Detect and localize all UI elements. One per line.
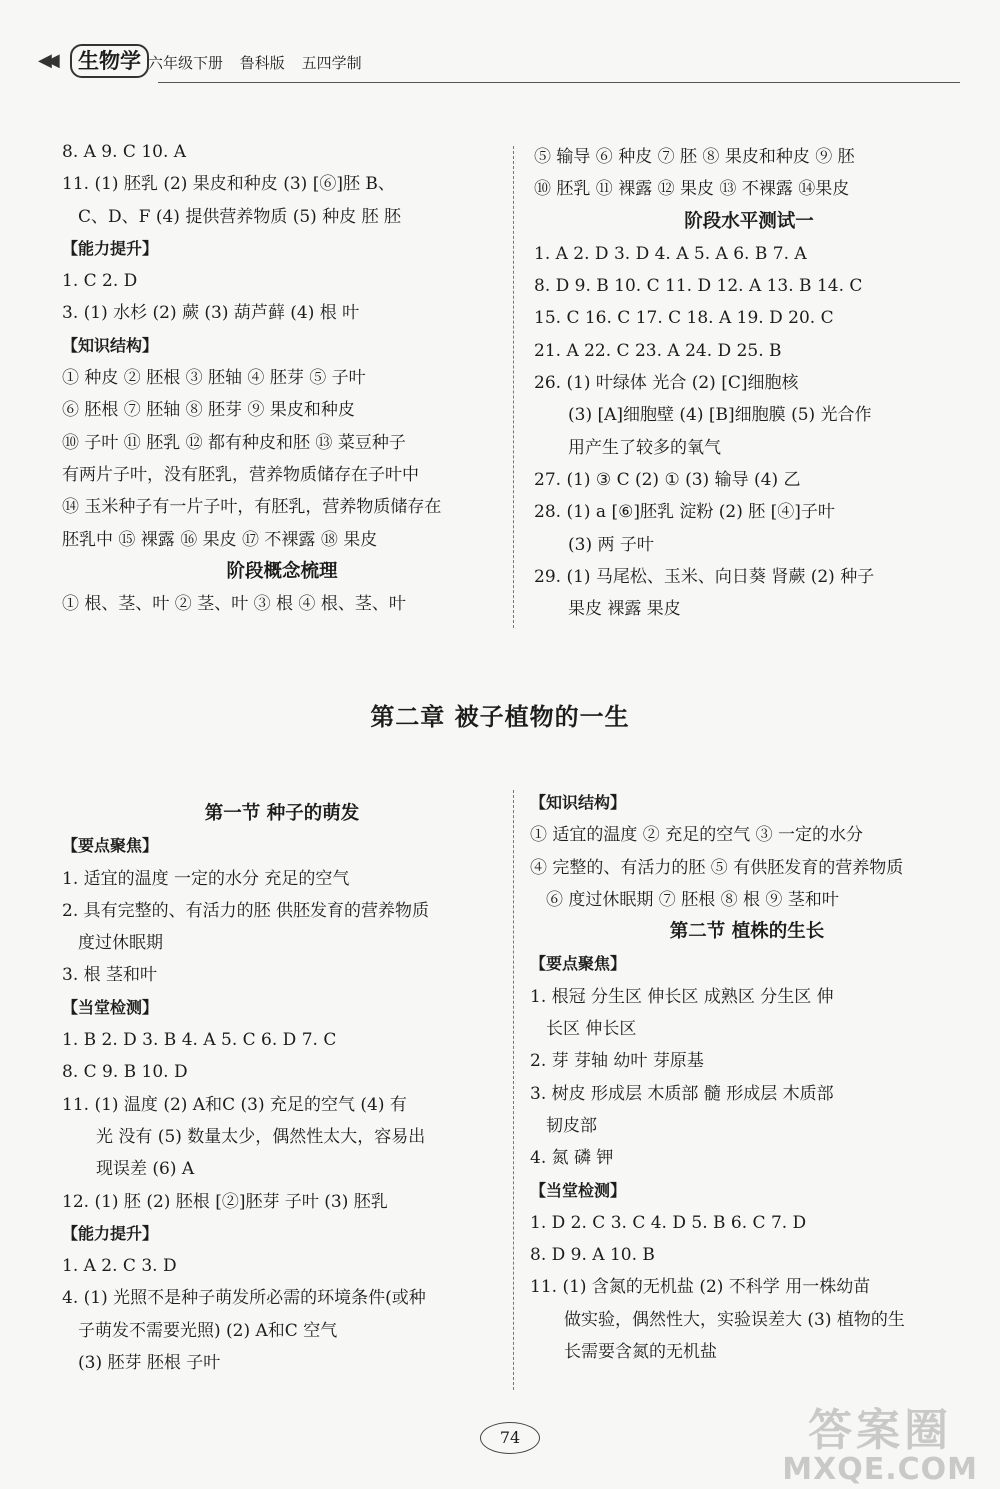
answer-line: 3. 树皮 形成层 木质部 髓 形成层 木质部: [530, 1083, 834, 1104]
column-divider-top: [513, 146, 514, 628]
answer-line: 8. D 9. B 10. C 11. D 12. A 13. B 14. C: [534, 276, 863, 297]
header-rule: [158, 82, 960, 83]
answer-line: 1. B 2. D 3. B 4. A 5. C 6. D 7. C: [62, 1030, 337, 1051]
system-label: 五四学制: [301, 54, 362, 72]
answer-line: 27. (1) ③ C (2) ① (3) 输导 (4) 乙: [534, 469, 801, 490]
double-arrow-icon: ◀◀: [38, 50, 54, 71]
answer-line: 长区 伸长区: [546, 1019, 637, 1040]
answer-line: 1. C 2. D: [62, 271, 138, 292]
top-right-column: [534, 141, 964, 625]
answer-line: 做实验，偶然性大，实验误差大 (3) 植物的生: [564, 1309, 905, 1330]
answer-line: 有两片子叶，没有胚乳，营养物质储存在子叶中: [62, 464, 419, 485]
answer-line: 15. C 16. C 17. C 18. A 19. D 20. C: [534, 308, 834, 329]
answer-line: 21. A 22. C 23. A 24. D 25. B: [534, 340, 782, 361]
section-heading: 第二节 植株的生长: [669, 921, 825, 943]
answer-line: (3) 胚芽 胚根 子叶: [78, 1353, 221, 1374]
answer-line: 胚乳中 ⑮ 裸露 ⑯ 果皮 ⑰ 不裸露 ⑱ 果皮: [62, 529, 378, 550]
answer-line: 4. 氮 磷 钾: [530, 1148, 614, 1169]
answer-line: 8. C 9. B 10. D: [62, 1062, 188, 1083]
answer-line: 28. (1) a [⑥]胚乳 淀粉 (2) 胚 [④]子叶: [534, 502, 835, 523]
section-tag: 【当堂检测】: [62, 997, 159, 1017]
book-info: [148, 52, 374, 73]
edition-label: 鲁科版: [239, 54, 285, 72]
answer-line: 现误差 (6) A: [96, 1159, 195, 1180]
answer-line: 长需要含氮的无机盐: [564, 1342, 717, 1363]
section-tag: 【要点聚焦】: [530, 954, 627, 974]
answer-line: 29. (1) 马尾松、玉米、向日葵 肾蕨 (2) 种子: [534, 566, 875, 587]
answer-line: 1. A 2. C 3. D: [62, 1256, 177, 1277]
section-heading: 阶段水平测试一: [684, 210, 814, 232]
answer-line: ⑥ 胚根 ⑦ 胚轴 ⑧ 胚芽 ⑨ 果皮和种皮: [62, 400, 355, 421]
answer-line: (3) [A]细胞壁 (4) [B]细胞膜 (5) 光合作: [568, 405, 872, 426]
section-tag: 【当堂检测】: [530, 1180, 627, 1200]
answer-line: ① 种皮 ② 胚根 ③ 胚轴 ④ 胚芽 ⑤ 子叶: [62, 368, 366, 389]
answer-line: 2. 芽 芽轴 幼叶 芽原基: [530, 1051, 704, 1072]
answer-line: 4. (1) 光照不是种子萌发所必需的环境条件(或种: [62, 1288, 426, 1309]
answer-line: 度过休眠期: [78, 933, 163, 954]
answer-line: 1. D 2. C 3. C 4. D 5. B 6. C 7. D: [530, 1212, 807, 1233]
answer-line: ⑩ 胚乳 ⑪ 裸露 ⑫ 果皮 ⑬ 不裸露 ⑭果皮: [534, 179, 850, 200]
bottom-left-column: [62, 798, 502, 1379]
chapter-title: 第二章 被子植物的一生: [370, 703, 630, 731]
section-tag: 【要点聚焦】: [62, 836, 159, 856]
page-number: 74: [480, 1422, 540, 1454]
subject-logo: 生物学: [70, 44, 149, 78]
answer-line: ⑥ 度过休眠期 ⑦ 胚根 ⑧ 根 ⑨ 茎和叶: [546, 889, 839, 910]
answer-line: 12. (1) 胚 (2) 胚根 [②]胚芽 子叶 (3) 胚乳: [62, 1191, 388, 1212]
section-tag: 【能力提升】: [62, 1223, 159, 1243]
answer-line: 1. A 2. D 3. D 4. A 5. A 6. B 7. A: [534, 243, 807, 264]
page-header: [38, 42, 960, 82]
answer-line: 8. D 9. A 10. B: [530, 1245, 655, 1266]
answer-line: ① 适宜的温度 ② 充足的空气 ③ 一定的水分: [530, 825, 864, 846]
grade-label: 六年级下册: [148, 54, 224, 72]
column-divider-bottom: [513, 790, 514, 1390]
section-tag: 【知识结构】: [530, 793, 627, 812]
answer-line: (3) 两 子叶: [568, 534, 654, 555]
section-tag: 【知识结构】: [62, 335, 159, 355]
answer-line: 3. 根 茎和叶: [62, 965, 158, 986]
answer-line: ① 根、茎、叶 ② 茎、叶 ③ 根 ④ 根、茎、叶: [62, 594, 406, 615]
answer-line: 8. A 9. C 10. A: [62, 142, 187, 162]
answer-line: ⑤ 输导 ⑥ 种皮 ⑦ 胚 ⑧ 果皮和种皮 ⑨ 胚: [534, 147, 855, 167]
answer-line: 26. (1) 叶绿体 光合 (2) [C]细胞核: [534, 373, 799, 394]
bottom-right-column: [530, 787, 964, 1368]
answer-line: 1. 根冠 分生区 伸长区 成熟区 分生区 伸: [530, 986, 834, 1007]
answer-line: 韧皮部: [546, 1115, 597, 1136]
answer-line: 子萌发不需要光照) (2) A和C 空气: [78, 1320, 338, 1341]
section-heading: 第一节 种子的萌发: [204, 803, 360, 824]
watermark-en: MXQE.COM: [782, 1452, 978, 1487]
watermark-cn: 答案圈: [808, 1405, 953, 1456]
section-heading: 阶段概念梳理: [226, 560, 338, 582]
answer-line: 3. (1) 水杉 (2) 蕨 (3) 葫芦藓 (4) 根 叶: [62, 303, 360, 324]
answer-line: 2. 具有完整的、有活力的胚 供胚发育的营养物质: [62, 900, 430, 921]
answer-line: 果皮 裸露 果皮: [568, 599, 681, 620]
answer-line: C、D、F (4) 提供营养物质 (5) 种皮 胚 胚: [78, 206, 402, 227]
answer-line: ④ 完整的、有活力的胚 ⑤ 有供胚发育的营养物质: [530, 857, 904, 878]
answer-line: ⑭ 玉米种子有一片子叶，有胚乳，营养物质储存在: [62, 497, 442, 518]
answer-line: ⑩ 子叶 ⑪ 胚乳 ⑫ 都有种皮和胚 ⑬ 菜豆种子: [62, 432, 406, 453]
answer-line: 11. (1) 含氮的无机盐 (2) 不科学 用一株幼苗: [530, 1277, 871, 1298]
answer-line: 11. (1) 胚乳 (2) 果皮和种皮 (3) [⑥]胚 B、: [62, 174, 395, 195]
watermark-logo: [782, 1394, 978, 1487]
section-tag: 【能力提升】: [62, 238, 159, 258]
answer-line: 光 没有 (5) 数量太少，偶然性太大，容易出: [96, 1126, 426, 1147]
answer-line: 1. 适宜的温度 一定的水分 充足的空气: [62, 868, 350, 889]
top-left-column: [62, 136, 502, 620]
answer-line: 11. (1) 温度 (2) A和C (3) 充足的空气 (4) 有: [62, 1094, 407, 1115]
answer-line: 用产生了较多的氧气: [568, 437, 721, 458]
